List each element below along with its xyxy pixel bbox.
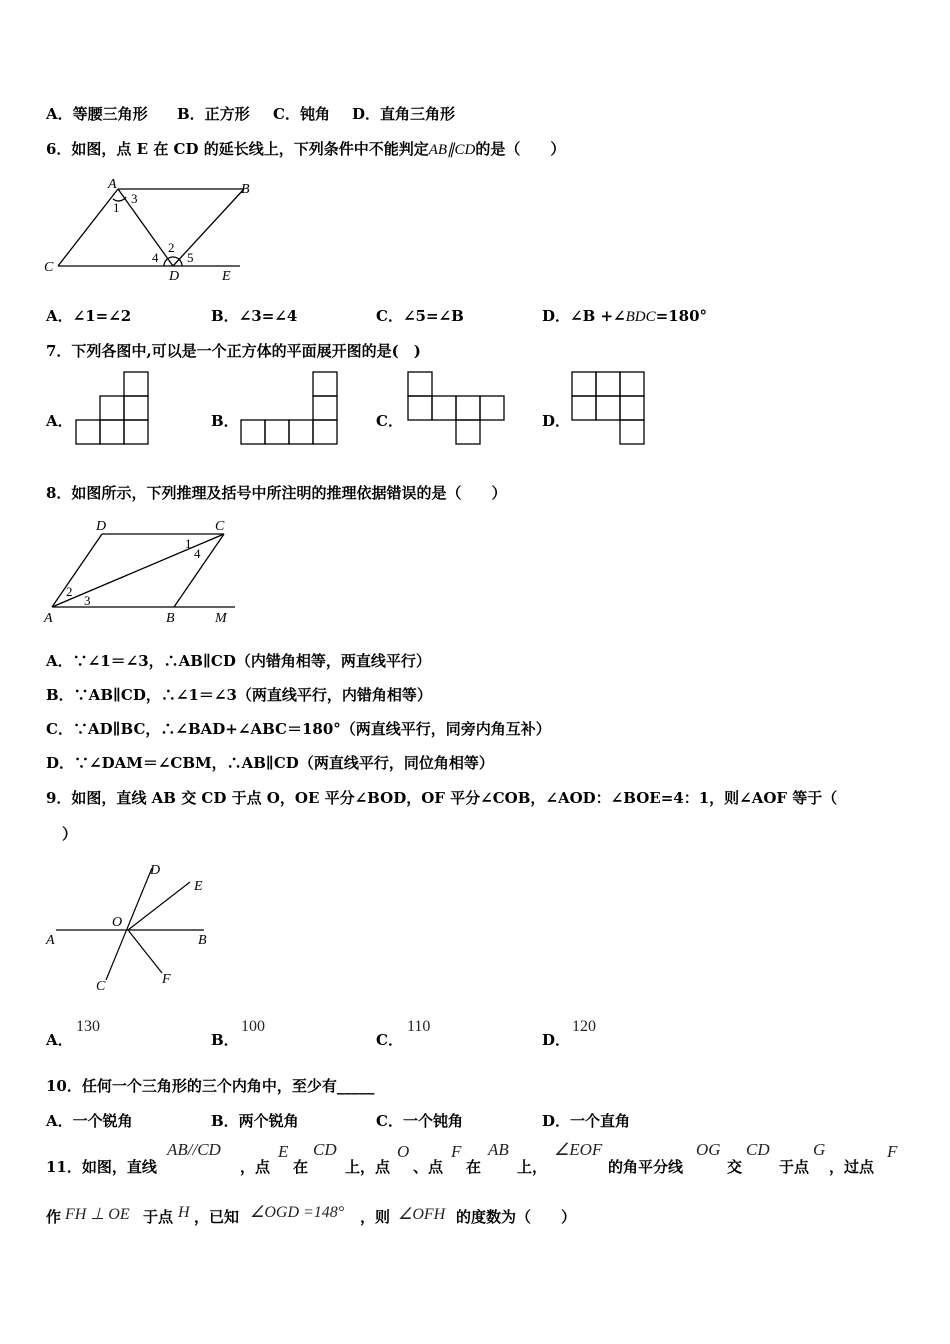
- q6-option-d-math: BDC: [625, 309, 656, 325]
- q11-text-15: ，则: [360, 1208, 391, 1226]
- q8-angle-4: 4: [194, 546, 201, 561]
- q11-text-11: ，过点: [829, 1158, 875, 1176]
- q11-math-10: G: [813, 1140, 826, 1159]
- q6-option-a-text: ∠1=∠2: [72, 307, 132, 325]
- q9-option-d-letter: D．: [542, 1031, 571, 1049]
- q11-text-13: 于点: [143, 1208, 174, 1226]
- q6-stem-math: AB∥CD: [428, 142, 476, 158]
- q9-label-c: C: [96, 979, 106, 994]
- q10-option-c: C．一个钝角: [376, 1112, 463, 1130]
- q11-math-6: AB: [488, 1140, 509, 1159]
- q11-math-1: AB//CD: [167, 1140, 221, 1159]
- q6-label-a: A: [108, 177, 117, 192]
- q6-option-d-letter: D．: [542, 307, 571, 325]
- q8-label-a: A: [44, 611, 53, 626]
- q6-option-c: [376, 305, 464, 326]
- q6-stem: [46, 138, 565, 159]
- q11-math-13: H: [178, 1204, 190, 1221]
- q10-option-d: D．一个直角: [542, 1112, 631, 1130]
- q9-option-a-value: 130: [76, 1018, 100, 1035]
- q11-text-8: 的角平分线: [608, 1158, 684, 1176]
- q8-stem: 8．如图所示，下列推理及括号中所注明的推理依据错误的是（ ）: [46, 484, 507, 502]
- q7-net-c: [408, 372, 508, 447]
- q8-angle-2: 2: [66, 584, 73, 599]
- q11-math-4: O: [397, 1142, 410, 1161]
- q11-text-6: 在: [466, 1158, 482, 1176]
- q7-net-d: [572, 372, 652, 447]
- q9-label-f: F: [162, 972, 171, 987]
- q6-angle-4: 4: [152, 250, 159, 265]
- q8-option-a: A．∵∠1＝∠3，∴AB∥CD（内错角相等，两直线平行）: [46, 652, 431, 670]
- q6-option-a: [46, 305, 131, 326]
- q9-figure: [40, 858, 220, 998]
- q11-text-7: 上，: [517, 1158, 548, 1176]
- q5-option-a: A．等腰三角形: [46, 105, 148, 123]
- q7-stem: 7．下列各图中,可以是一个正方体的平面展开图的是( ): [46, 342, 421, 360]
- q6-option-c-text: ∠5=∠B: [402, 307, 464, 325]
- q11-text-10: 于点: [779, 1158, 810, 1176]
- q11-text-14: ，已知: [194, 1208, 240, 1226]
- q11-math-8: OG: [696, 1140, 721, 1159]
- q8-label-b: B: [166, 611, 175, 626]
- q9-option-c-letter: C．: [376, 1031, 403, 1049]
- q11-math-5: F: [451, 1142, 462, 1161]
- q6-option-b-text: ∠3=∠4: [238, 307, 298, 325]
- q9-label-a: A: [46, 933, 55, 948]
- q7-option-d: D．: [542, 412, 571, 430]
- q11-text-16: 的度数为（ ）: [456, 1208, 577, 1226]
- q11-text-2: ，点: [240, 1158, 271, 1176]
- q11-math-7: ∠EOF: [554, 1140, 603, 1159]
- q6-option-d-text-pre: ∠B +∠: [570, 307, 626, 325]
- q6-option-b: [211, 305, 297, 326]
- q11-math-14: ∠OGD =148°: [250, 1204, 345, 1221]
- q11-math-11: F: [887, 1142, 898, 1161]
- q8-option-b: B．∵AB∥CD，∴∠1＝∠3（两直线平行，内错角相等）: [46, 686, 432, 704]
- q11-text-4: 上，点: [345, 1158, 391, 1176]
- q7-net-a: [76, 372, 151, 447]
- q6-option-c-letter: C．: [376, 307, 403, 325]
- q9-option-d-value: 120: [572, 1018, 596, 1035]
- q11-math-3: CD: [313, 1140, 337, 1159]
- q9-label-d: D: [150, 863, 161, 878]
- q8-label-c: C: [215, 519, 225, 534]
- q11-math-12: FH ⊥ OE: [65, 1206, 130, 1223]
- q6-angle-2: 2: [168, 240, 175, 255]
- q8-label-m: M: [215, 611, 227, 626]
- q11-math-15: ∠OFH: [398, 1206, 446, 1223]
- q8-label-d: D: [96, 519, 107, 534]
- q6-angle-5: 5: [187, 250, 194, 265]
- q9-stem-close: ）: [62, 825, 78, 843]
- q11-text-1: 11．如图，直线: [46, 1158, 157, 1176]
- q11-math-2: E: [278, 1142, 289, 1161]
- q10-option-b: B．两个锐角: [211, 1112, 299, 1130]
- q6-angle-3: 3: [131, 191, 138, 206]
- q9-label-e: E: [194, 879, 203, 894]
- q7-option-a: A．: [46, 412, 73, 430]
- q8-option-c: C．∵AD∥BC，∴∠BAD+∠ABC＝180°（两直线平行，同旁内角互补）: [46, 720, 551, 738]
- q6-option-d: [542, 305, 707, 326]
- q9-option-c-value: 110: [407, 1018, 431, 1035]
- q7-net-b: [241, 372, 341, 447]
- q10-stem: 10．任何一个三角形的三个内角中，至少有_____: [46, 1077, 375, 1095]
- q9-option-b-value: 100: [241, 1018, 265, 1035]
- q5-option-b: B．正方形: [177, 105, 250, 123]
- q8-angle-3: 3: [84, 593, 91, 608]
- q9-stem: 9．如图，直线 AB 交 CD 于点 O，OE 平分∠BOD，OF 平分∠COB，∠AOD：∠BOE=4：1，则∠AOF 等于（: [46, 789, 838, 807]
- q6-label-d: D: [169, 269, 180, 284]
- q9-option-b-letter: B．: [211, 1031, 239, 1049]
- q8-angle-1: 1: [185, 536, 192, 551]
- q7-option-c: C．: [376, 412, 403, 430]
- q6-option-a-letter: A．: [46, 307, 73, 325]
- q6-option-b-letter: B．: [211, 307, 239, 325]
- q8-option-d: D．∵∠DAM＝∠CBM，∴AB∥CD（两直线平行，同位角相等）: [46, 754, 494, 772]
- q6-figure: [40, 175, 260, 285]
- q10-option-a: A．一个锐角: [46, 1112, 133, 1130]
- q6-stem-end: 的是（ ）: [475, 140, 566, 158]
- q6-angle-1: 1: [113, 200, 120, 215]
- q11-math-9: CD: [746, 1140, 770, 1159]
- q8-figure: [40, 515, 240, 630]
- q7-option-b: B．: [211, 412, 239, 430]
- q11-text-9: 交: [727, 1158, 743, 1176]
- q6-stem-text: 6．如图，点 E 在 CD 的延长线上，下列条件中不能判定: [46, 140, 429, 158]
- q11-text-5: 、点: [413, 1158, 444, 1176]
- q5-option-c: C．钝角: [273, 105, 330, 123]
- q9-option-a-letter: A．: [46, 1031, 73, 1049]
- q11-text-3: 在: [293, 1158, 309, 1176]
- q6-label-e: E: [222, 269, 231, 284]
- q6-label-c: C: [44, 260, 54, 275]
- q6-label-b: B: [241, 182, 250, 197]
- q9-label-b: B: [198, 933, 207, 948]
- q6-option-d-text-post: =180°: [655, 307, 708, 325]
- q9-label-o: O: [112, 915, 123, 930]
- q11-text-12: 作: [46, 1208, 62, 1226]
- q5-option-d: D．直角三角形: [352, 105, 456, 123]
